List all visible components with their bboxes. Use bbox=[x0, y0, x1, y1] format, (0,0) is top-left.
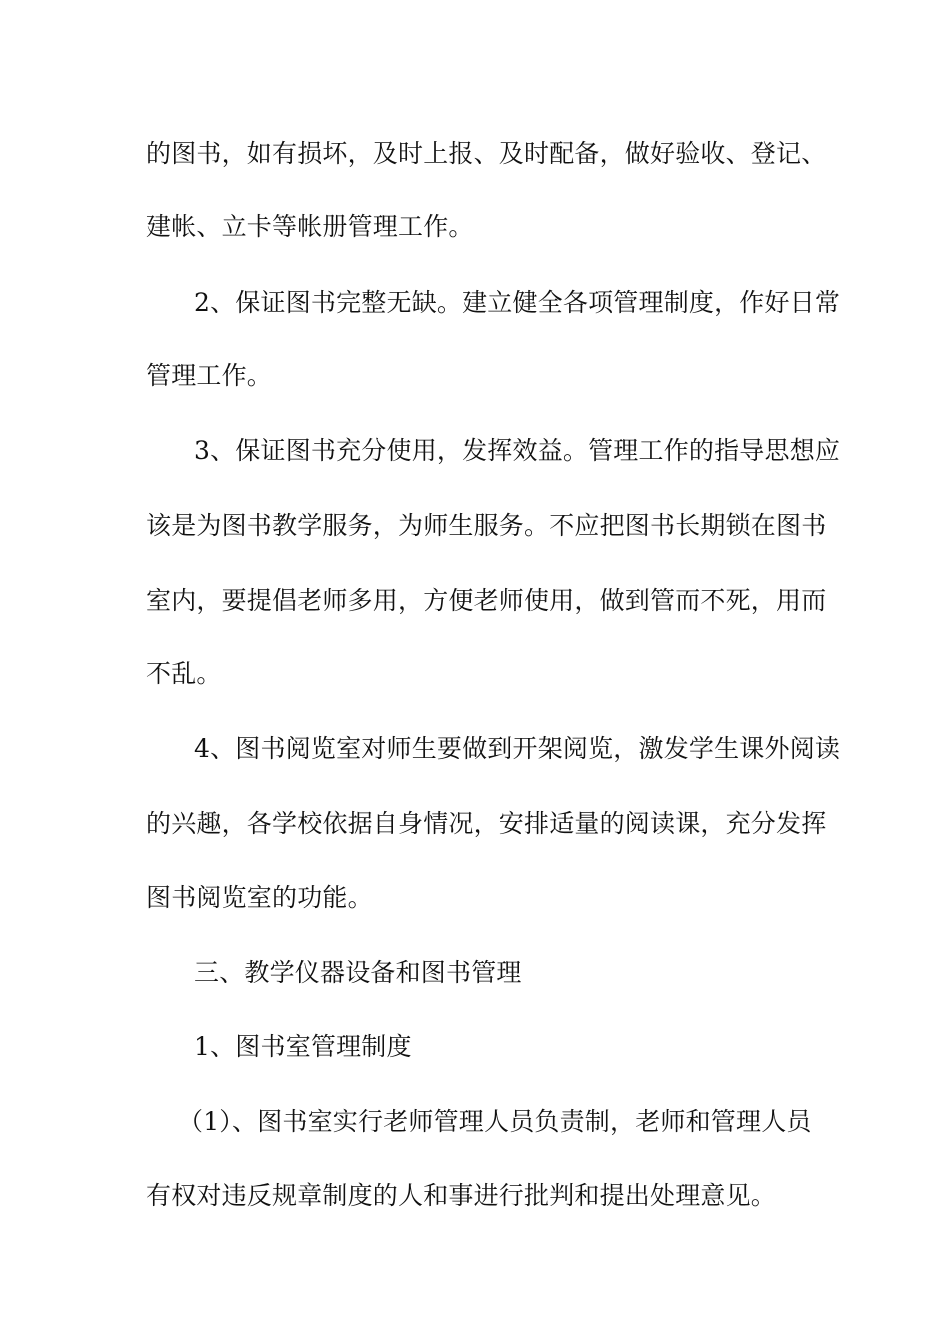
text-line: 图书阅览室的功能。 bbox=[146, 883, 373, 912]
section-heading: 三、教学仪器设备和图书管理 bbox=[194, 958, 522, 987]
text-line: 该是为图书教学服务，为师生服务。不应把图书长期锁在图书 bbox=[146, 511, 827, 540]
text-line: 建帐、立卡等帐册管理工作。 bbox=[146, 212, 474, 241]
text-line: 管理工作。 bbox=[146, 361, 273, 390]
text-line: 不乱。 bbox=[146, 659, 222, 688]
text-line: 室内，要提倡老师多用，方便老师使用，做到管而不死，用而 bbox=[146, 586, 827, 615]
text-line: 4、图书阅览室对师生要做到开架阅览，激发学生课外阅读 bbox=[194, 734, 841, 763]
text-line: 有权对违反规章制度的人和事进行批判和提出处理意见。 bbox=[146, 1181, 777, 1210]
subsection-heading: 1、图书室管理制度 bbox=[194, 1032, 412, 1061]
text-line: 3、保证图书充分使用，发挥效益。管理工作的指导思想应 bbox=[194, 436, 841, 465]
text-line: 的图书，如有损坏，及时上报、及时配备，做好验收、登记、 bbox=[146, 139, 827, 168]
text-line: 2、保证图书完整无缺。建立健全各项管理制度，作好日常 bbox=[194, 288, 841, 317]
text-line: 的兴趣，各学校依据自身情况，安排适量的阅读课，充分发挥 bbox=[146, 809, 827, 838]
text-line: （1）、图书室实行老师管理人员负责制，老师和管理人员 bbox=[178, 1107, 812, 1136]
